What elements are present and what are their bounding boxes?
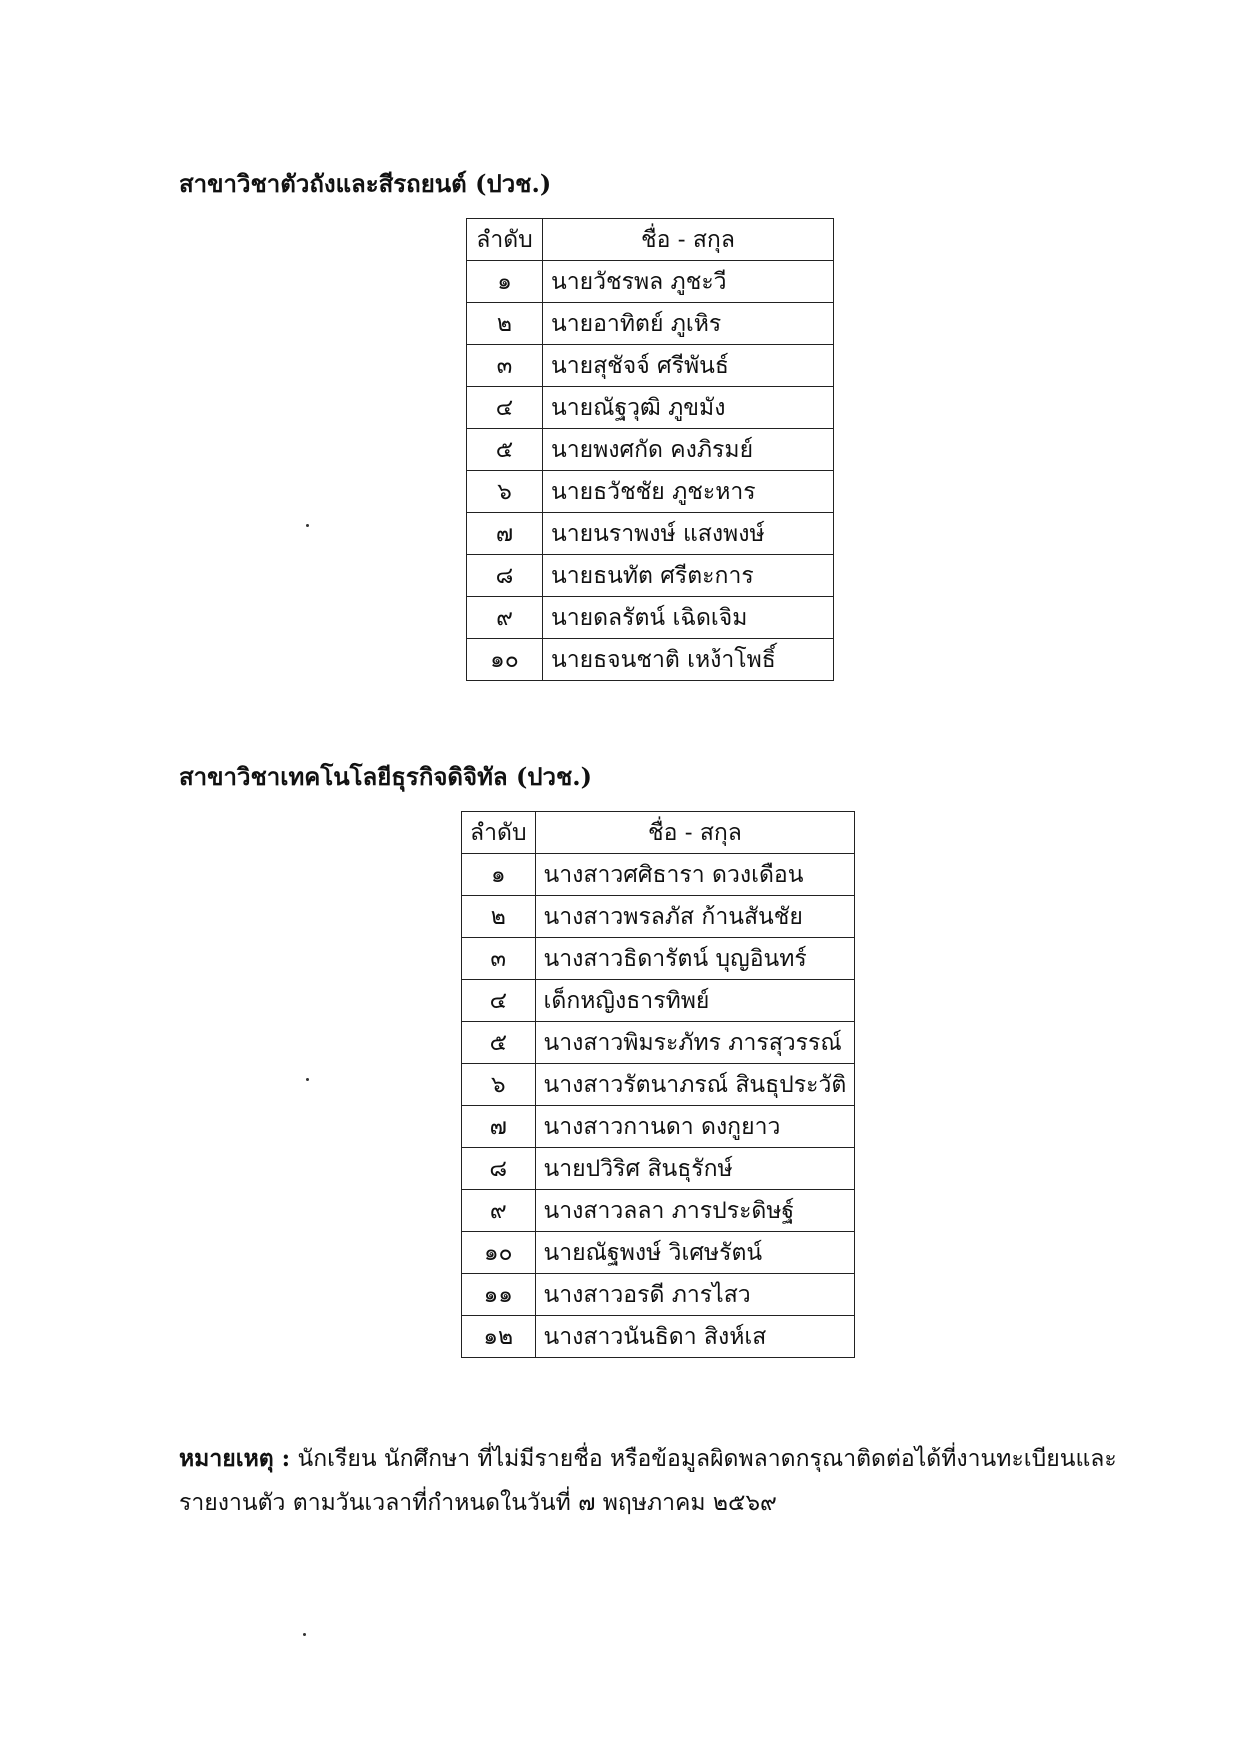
table-row: [462, 938, 855, 980]
header-order: ลำดับ: [467, 219, 543, 261]
scan-speck: [306, 1078, 309, 1081]
row-number: ๘: [467, 555, 543, 597]
student-name: นายณัฐวุฒิ ภูขมัง: [543, 387, 834, 429]
table-row: [467, 429, 834, 471]
table-row: [462, 1232, 855, 1274]
table-row: [462, 980, 855, 1022]
table-row: [467, 639, 834, 681]
student-name: นายธนทัต ศรีตะการ: [543, 555, 834, 597]
header-name: ชื่อ - สกุล: [543, 219, 834, 261]
table-row: [462, 854, 855, 896]
student-name: นางสาวพรลภัส ก้านสันชัย: [535, 896, 855, 938]
header-name: ชื่อ - สกุล: [535, 812, 855, 854]
student-name: นางสาวลลา ภารประดิษฐ์: [535, 1190, 855, 1232]
student-table-auto-body-paint: [466, 218, 834, 681]
row-number: ๑: [467, 261, 543, 303]
table-header-row: [467, 219, 834, 261]
table-row: [462, 1148, 855, 1190]
note-label: หมายเหตุ :: [179, 1445, 291, 1472]
section-title-digital-business: สาขาวิชาเทคโนโลยีธุรกิจดิจิทัล (ปวช.): [179, 762, 593, 791]
scan-speck: [306, 524, 309, 527]
row-number: ๗: [462, 1106, 536, 1148]
student-name: นางสาวพิมระภัทร ภารสุวรรณ์: [535, 1022, 855, 1064]
note-text: นักเรียน นักศึกษา ที่ไม่มีรายชื่อ หรือข้อมูลผิดพลาดกรุณาติดต่อได้ที่งานทะเบียนและรายงานตัว ตามวันเวลาที่กำหนดในวันที่ ๗ พฤษภาคม ๒๕๖๙: [179, 1446, 1117, 1516]
header-order: ลำดับ: [462, 812, 536, 854]
row-number: ๕: [467, 429, 543, 471]
student-name: นางสาวนันธิดา สิงห์เส: [535, 1316, 855, 1358]
row-number: ๔: [467, 387, 543, 429]
table-row: [467, 345, 834, 387]
scan-speck: [303, 1633, 306, 1636]
row-number: ๓: [467, 345, 543, 387]
student-name: นายปวิริศ สินธุรักษ์: [535, 1148, 855, 1190]
row-number: ๗: [467, 513, 543, 555]
student-name: นายดลรัตน์ เฉิดเจิม: [543, 597, 834, 639]
table-header-row: [462, 812, 855, 854]
row-number: ๘: [462, 1148, 536, 1190]
student-name: นางสาวศศิธารา ดวงเดือน: [535, 854, 855, 896]
row-number: ๔: [462, 980, 536, 1022]
row-number: ๑๒: [462, 1316, 536, 1358]
student-name: นายณัฐพงษ์ วิเศษรัตน์: [535, 1232, 855, 1274]
table-row: [467, 303, 834, 345]
student-name: นายอาทิตย์ ภูเหิร: [543, 303, 834, 345]
row-number: ๑: [462, 854, 536, 896]
row-number: ๒: [462, 896, 536, 938]
row-number: ๙: [467, 597, 543, 639]
student-name: นายธจนชาติ เหง้าโพธิ์: [543, 639, 834, 681]
table-row: [467, 513, 834, 555]
student-name: เด็กหญิงธารทิพย์: [535, 980, 855, 1022]
table-row: [467, 471, 834, 513]
student-name: นายธวัชชัย ภูชะหาร: [543, 471, 834, 513]
table-row: [467, 555, 834, 597]
student-name: นายวัชรพล ภูชะวี: [543, 261, 834, 303]
student-name: นายสุชัจจ์ ศรีพันธ์: [543, 345, 834, 387]
row-number: ๖: [462, 1064, 536, 1106]
row-number: ๖: [467, 471, 543, 513]
row-number: ๑๐: [467, 639, 543, 681]
student-name: นายนราพงษ์ แสงพงษ์: [543, 513, 834, 555]
table-row: [462, 1274, 855, 1316]
student-table-digital-business: [461, 811, 855, 1358]
table-row: [462, 1064, 855, 1106]
row-number: ๓: [462, 938, 536, 980]
student-name: นางสาวอรดี ภารไสว: [535, 1274, 855, 1316]
row-number: ๒: [467, 303, 543, 345]
table-row: [462, 896, 855, 938]
table-row: [462, 1316, 855, 1358]
table-row: [467, 387, 834, 429]
student-name: นางสาวรัตนาภรณ์ สินธุประวัติ: [535, 1064, 855, 1106]
row-number: ๙: [462, 1190, 536, 1232]
row-number: ๑๑: [462, 1274, 536, 1316]
table-body: [462, 854, 855, 1358]
table-row: [462, 1106, 855, 1148]
student-name: นายพงศกัด คงภิรมย์: [543, 429, 834, 471]
row-number: ๑๐: [462, 1232, 536, 1274]
row-number: ๕: [462, 1022, 536, 1064]
table-body: [467, 261, 834, 681]
table-row: [462, 1022, 855, 1064]
table-row: [462, 1190, 855, 1232]
note-paragraph: [179, 1437, 1139, 1525]
table-row: [467, 261, 834, 303]
student-name: นางสาวธิดารัตน์ บุญอินทร์: [535, 938, 855, 980]
table-row: [467, 597, 834, 639]
section-title-auto-body-paint: สาขาวิชาตัวถังและสีรถยนต์ (ปวช.): [179, 169, 552, 198]
student-name: นางสาวกานดา ดงกูยาว: [535, 1106, 855, 1148]
